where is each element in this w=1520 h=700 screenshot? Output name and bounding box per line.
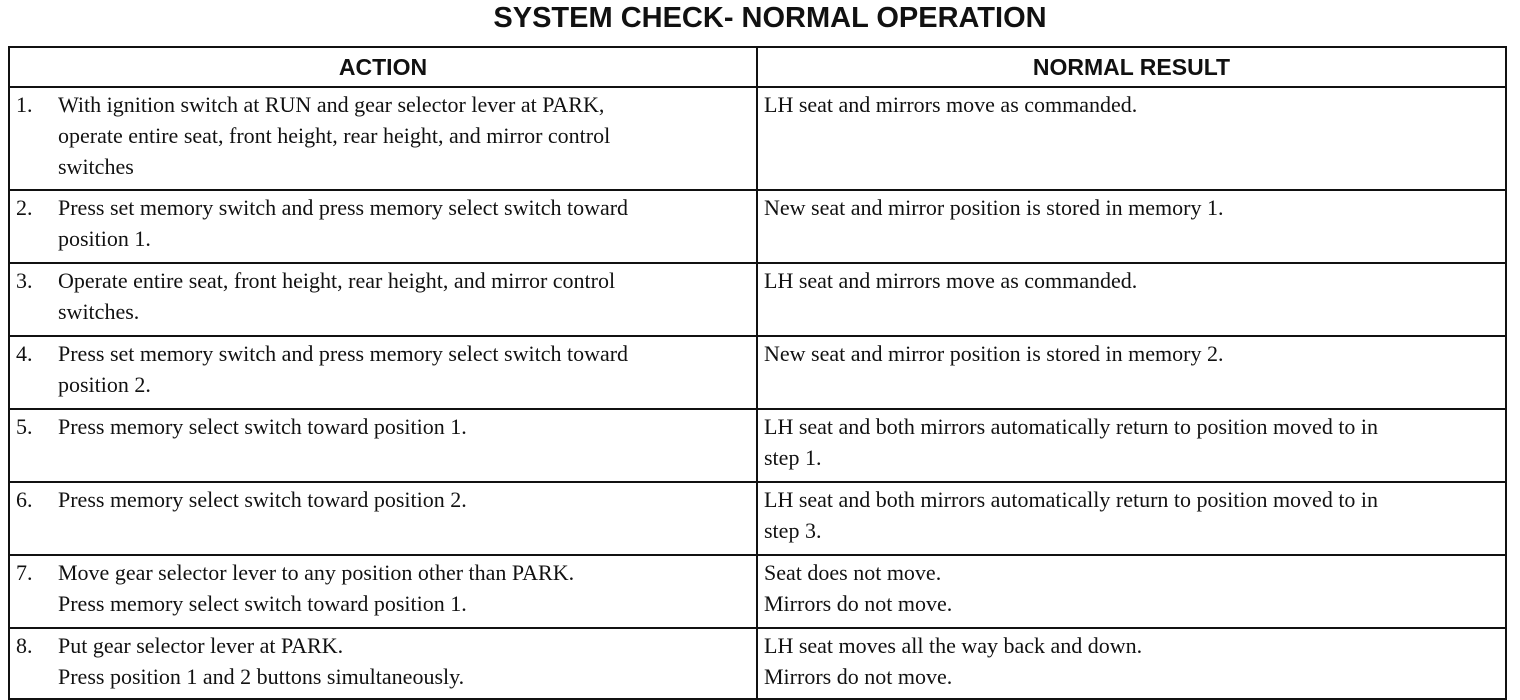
page-title: SYSTEM CHECK- NORMAL OPERATION [493,2,1047,34]
step-number: 6. [16,487,33,512]
action-text: Press memory select switch toward position 1. [58,414,467,439]
action-text: Press memory select switch toward position 1. [58,591,467,616]
action-text: switches [58,154,134,179]
action-text: switches. [58,299,140,324]
result-text: New seat and mirror position is stored in memory 1. [764,195,1224,220]
result-cell [757,482,1506,555]
result-text: New seat and mirror position is stored in memory 2. [764,341,1224,366]
table-row [9,263,1506,336]
action-cell [9,555,757,628]
step-number: 7. [16,560,33,585]
action-text: Put gear selector lever at PARK. [58,633,344,658]
action-cell [9,190,757,263]
action-cell [9,87,757,190]
result-text: Mirrors do not move. [764,591,953,616]
result-text: LH seat and mirrors move as commanded. [764,268,1138,293]
table-row [9,87,1506,190]
result-cell [757,555,1506,628]
action-text: Press set memory switch and press memory select switch toward [58,195,629,220]
action-cell [9,263,757,336]
action-text: Press position 1 and 2 buttons simultaneously. [58,664,465,689]
result-text: LH seat and both mirrors automatically return to position moved to in [764,487,1379,512]
action-text: Move gear selector lever to any position other than PARK. [58,560,575,585]
result-text: Mirrors do not move. [764,664,953,689]
action-text: With ignition switch at RUN and gear selector lever at PARK, [58,92,605,117]
step-number: 1. [16,92,33,117]
result-cell [757,263,1506,336]
step-number: 8. [16,633,33,658]
result-text: LH seat and both mirrors automatically return to position moved to in [764,414,1379,439]
action-cell [9,628,757,699]
action-text: Press set memory switch and press memory select switch toward [58,341,629,366]
normal-result-column-header: NORMAL RESULT [757,47,1506,87]
result-text: step 3. [764,518,822,543]
result-text: LH seat moves all the way back and down. [764,633,1143,658]
action-cell [9,409,757,482]
step-number: 4. [16,341,33,366]
result-text: LH seat and mirrors move as commanded. [764,92,1138,117]
action-text: position 1. [58,226,151,251]
result-cell [757,628,1506,699]
table-row [9,628,1506,699]
action-text: Operate entire seat, front height, rear height, and mirror control [58,268,616,293]
result-text: Seat does not move. [764,560,942,585]
action-text: operate entire seat, front height, rear height, and mirror control [58,123,611,148]
result-text: step 1. [764,445,822,470]
result-cell [757,409,1506,482]
system-check-table [8,46,1507,700]
action-text: Press memory select switch toward position 2. [58,487,467,512]
result-cell [757,190,1506,263]
step-number: 2. [16,195,33,220]
table-row [9,482,1506,555]
header-row [9,47,1506,87]
table-row [9,555,1506,628]
step-number: 3. [16,268,33,293]
action-text: position 2. [58,372,151,397]
table-row [9,336,1506,409]
step-number: 5. [16,414,33,439]
action-cell [9,482,757,555]
table-row [9,190,1506,263]
result-cell [757,336,1506,409]
action-column-header: ACTION [9,47,757,87]
action-cell [9,336,757,409]
table-row [9,409,1506,482]
result-cell [757,87,1506,190]
